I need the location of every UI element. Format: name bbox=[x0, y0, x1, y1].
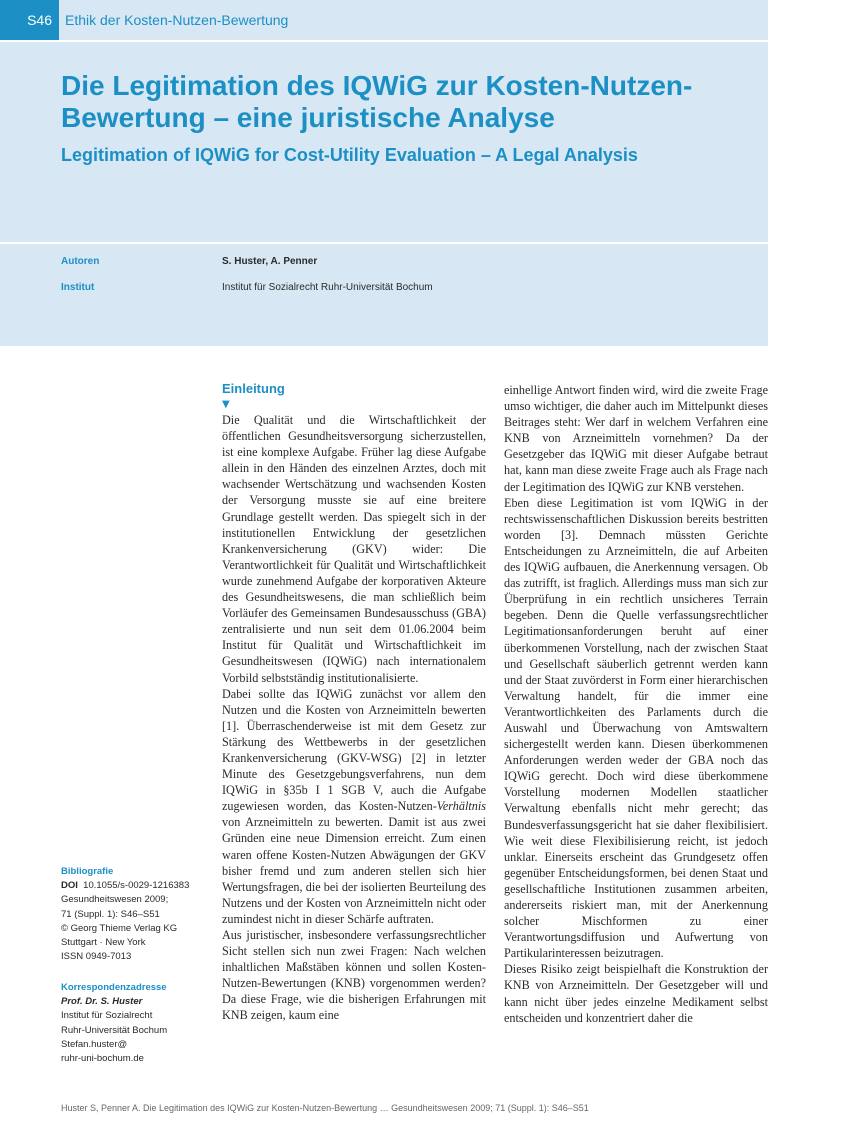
header-divider bbox=[0, 40, 768, 42]
authors-label: Autoren bbox=[61, 256, 100, 267]
bibliography-line: Gesundheitswesen 2009; bbox=[61, 894, 169, 906]
bibliography-block bbox=[61, 865, 211, 964]
correspondence-line: Institut für Sozialrecht bbox=[61, 1010, 153, 1022]
paragraph: Aus juristischer, insbesondere verfassungsrechtlicher Sicht stellen sich nun zwei Fragen: Nach welchen inhaltlichen Maßstäben können und sollen Kosten-Nutzen-Bewertungen (KNB) vorgenommen werden? Da diese Frage, wie die bisherigen Erfahrungen mit KNB zeigen, kaum eine bbox=[222, 928, 486, 1023]
paragraph: Eben diese Legitimation ist vom IQWiG in der rechtswissenschaftlichen Diskussion bereits bestritten worden [3]. Demnach müssten Gerichte Entscheidungen zu Arzneimitteln, die auf Arbeiten des IQWiG aufbauen, die Anerkennung versagen. Ob das zutrifft, ist fraglich. Allerdings muss man sich zur Überprüfung in ein rechtlich unsicheres Terrain begeben. Denn die Quelle verfassungsrechtlicher Legitimationsanforderungen beruht auf einer überkommenen Vorstellung, nach der zwischen Staat und Gesellschaft säuberlich getrennt werden kann und der Staat zuvörderst in Form einer hierarchischen Verwaltung handelt, für die immer eine Verantwortlichkeiten des Parlaments durch die Auswahl und Überwachung von Amtswaltern sichergestellt werden kann. Diesen überkommenen Anforderungen werden weder der GBA noch das IQWiG gerecht. Doch wird diese überkommene Vorstellung modernen Modellen staatlicher Verwaltung ebenfalls nicht mehr gerecht; das Bundesverfassungsgericht hat sie daher flexibilisiert. Wie weit diese Flexibilisierung reicht, ist jedoch unklar. Einerseits erscheint das Grundgesetz offen gegenüber Entscheidungsformen, bei denen Staat und gesellschaftliche Institutionen zusammen arbeiten, andererseits riskiert man, mit der Anerkennung solcher Mischformen zu einer Verantwortungsdiffusion und Aufwertung von Partikularinteressen beizutragen. bbox=[504, 495, 768, 961]
paragraph-text: Dabei sollte das IQWiG zunächst vor allem den Nutzen und die Kosten von Arzneimitteln bewerten [1]. Überraschenderweise ist mit dem Gesetz zur Stärkung des Wettbewerbs in der gesetzlichen Krankenversicherung (GKV-WSG) [2] in letzter Minute des Gesetzgebungsverfahrens, nun dem IQWiG in §35b I 1 SGB V, auch die Aufgabe zugewiesen worden, das Kosten-Nutzen- bbox=[222, 686, 486, 814]
emphasis-text: Verhältnis bbox=[436, 799, 486, 814]
correspondence-name: Prof. Dr. S. Huster bbox=[61, 996, 143, 1008]
page-number-badge bbox=[0, 0, 59, 40]
bibliography-line: © Georg Thieme Verlag KG bbox=[61, 922, 178, 934]
section-heading-einleitung: Einleitung bbox=[222, 381, 285, 396]
article-title-german: Die Legitimation des IQWiG zur Kosten-Nutzen-Bewertung – eine juristische Analyse bbox=[61, 70, 693, 133]
doi-line bbox=[61, 879, 211, 893]
correspondence-block bbox=[61, 981, 211, 1066]
doi-value[interactable]: 10.1055/s-0029-1216383 bbox=[83, 880, 190, 892]
page-footer-citation: Huster S, Penner A. Die Legitimation des IQWiG zur Kosten-Nutzen-Bewertung … Gesundheitswesen 2009; 71 (Suppl. 1): S46–S51 bbox=[61, 1103, 589, 1113]
bibliography-line: ISSN 0949-7013 bbox=[61, 951, 132, 963]
doi-label: DOI bbox=[61, 880, 78, 892]
article-title-english: Legitimation of IQWiG for Cost-Utility Evaluation – A Legal Analysis bbox=[61, 145, 638, 165]
paragraph bbox=[222, 686, 486, 927]
bibliography-line: Stuttgart · New York bbox=[61, 937, 146, 949]
bibliography-line: 71 (Suppl. 1): S46–S51 bbox=[61, 908, 160, 920]
paragraph-text: von Arzneimitteln zu bewerten. Damit ist aus zwei Gründen eine neue Dimension erreicht. Zum einen waren offene Kosten-Nutzen Abwägungen der GKV bisher fremd und zum anderen stellen sich hier Wertungsfragen, die bei der isolierten Beurteilung des Nutzens und der Kosten von Arzneimitteln nicht oder zumindest nicht in dieser Schärfe auftraten. bbox=[222, 815, 486, 926]
body-column-right bbox=[504, 382, 768, 1026]
paragraph: Die Qualität und die Wirtschaftlichkeit der öffentlichen Gesundheitsversorgung sicherzustellen, ist eine komplexe Aufgabe. Früher lag diese Aufgabe allein in den Händen des einzelnen Arztes, doch mit wachsender Wertschätzung und wachsenden Kosten der Versorgung musste sie auf eine breitere Grundlage gestellt werden. Das spiegelt sich in der institutionellen Entwicklung der gesetzlichen Krankenversicherung (GKV) wider: Die Verantwortlichkeit für Qualität und Wirtschaftlichkeit wurde zunehmend Aufgabe der korporativen Akteure des Gesundheitswesens, die man schließlich beim Vorläufer des Gemeinsamen Bundesausschuss (GBA) zentralisierte und nun seit dem 01.06.2004 beim Institut für Qualität und Wirtschaftlichkeit im Gesundheitswesen (IQWiG) nach internationalem Vorbild selbstständig institutionalisierte. bbox=[222, 413, 486, 685]
body-column-left bbox=[222, 380, 486, 1024]
correspondence-line: Ruhr-Universität Bochum bbox=[61, 1024, 168, 1036]
section-marker-icon: ▼ bbox=[222, 399, 230, 410]
paragraph: einhellige Antwort finden wird, wird die zweite Frage umso wichtiger, die daher auch im Mittelpunkt dieses Beitrages steht: Wer darf in welchem Verfahren eine KNB von Arzneimitteln vornehmen? Da der Gesetzgeber das IQWiG mit dieser Aufgabe betraut hat, kann man diese zweite Frage auch als Frage nach der Legitimation des IQWiG zur KNB verstehen. bbox=[504, 383, 768, 494]
page-number: S46 bbox=[27, 12, 52, 28]
correspondence-email-domain[interactable]: ruhr-uni-bochum.de bbox=[61, 1053, 144, 1065]
paragraph: Dieses Risiko zeigt beispielhaft die Konstruktion der KNB von Arzneimitteln. Der Gesetzgeber will und kann nicht über jedes einzelne Medikament selbst entscheiden und konzentriert daher die bbox=[504, 962, 768, 1025]
title-banner bbox=[0, 0, 768, 346]
correspondence-email[interactable]: Stefan.huster@ bbox=[61, 1038, 128, 1050]
institute: Institut für Sozialrecht Ruhr-Universität Bochum bbox=[222, 282, 433, 293]
authors: S. Huster, A. Penner bbox=[222, 256, 318, 267]
institute-label: Institut bbox=[61, 282, 95, 293]
correspondence-heading: Korrespondenzadresse bbox=[61, 982, 167, 993]
title-divider bbox=[0, 242, 768, 244]
running-section-title: Ethik der Kosten-Nutzen-Bewertung bbox=[65, 12, 289, 28]
bibliography-heading: Bibliografie bbox=[61, 866, 114, 877]
